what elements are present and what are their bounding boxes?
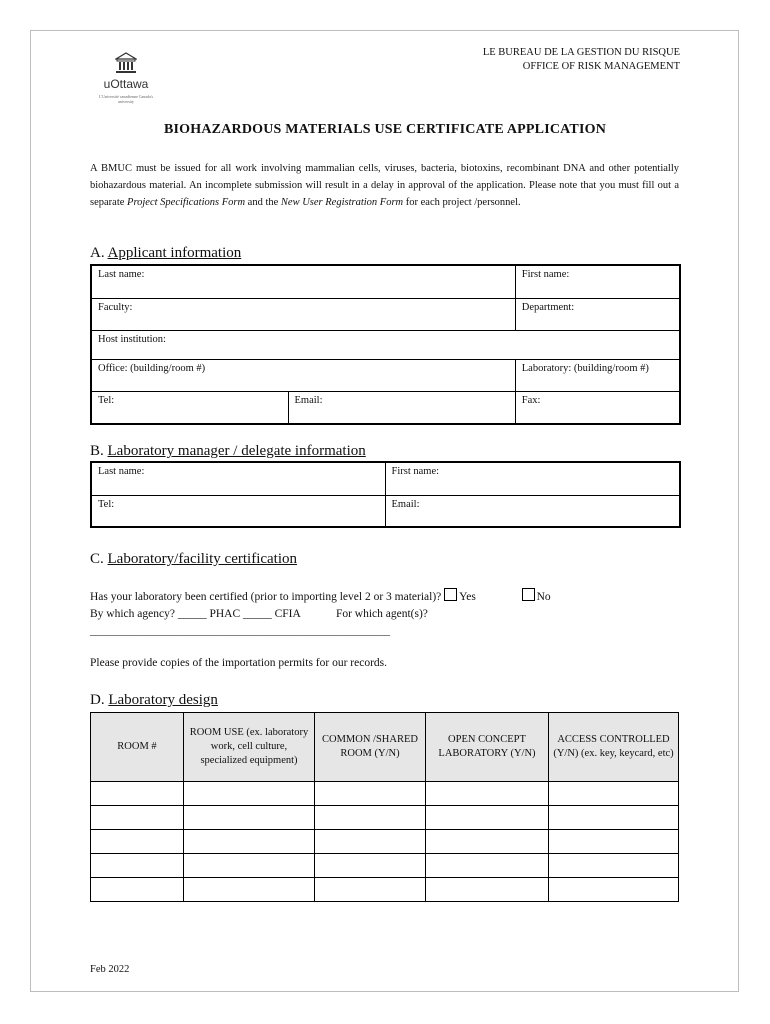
- intro-paragraph: [90, 160, 679, 211]
- section-c-title: Laboratory/facility certification: [107, 551, 298, 567]
- col-common-shared-room: COMMON /SHARED ROOM (Y/N): [315, 713, 426, 782]
- agency-question[interactable]: By which agency? _____ PHAC _____ CFIA: [90, 608, 301, 620]
- table-cell[interactable]: [184, 782, 315, 806]
- table-row: [91, 806, 679, 830]
- no-checkbox[interactable]: [522, 588, 535, 601]
- lab-manager-table: [90, 461, 681, 528]
- yes-label: Yes: [459, 591, 476, 603]
- section-d-letter: D.: [90, 692, 105, 708]
- table-cell[interactable]: [91, 878, 184, 902]
- applicant-laboratory-field[interactable]: Laboratory: (building/room #): [515, 359, 680, 391]
- table-cell[interactable]: [315, 878, 426, 902]
- certification-question: Has your laboratory been certified (prior to importing level 2 or 3 material)?: [90, 591, 442, 603]
- table-row: [91, 782, 679, 806]
- office-header: [483, 46, 680, 74]
- manager-email-field[interactable]: Email:: [385, 495, 680, 527]
- brand-name: uOttawa: [103, 77, 149, 91]
- section-b-title: Laboratory manager / delegate information: [107, 443, 366, 459]
- page-title: BIOHAZARDOUS MATERIALS USE CERTIFICATE APPLICATION: [163, 122, 607, 137]
- applicant-faculty-field[interactable]: Faculty:: [91, 298, 515, 330]
- table-row: [91, 830, 679, 854]
- section-b-heading: [90, 443, 366, 460]
- no-label: No: [536, 591, 551, 603]
- table-cell[interactable]: [184, 830, 315, 854]
- section-d-title: Laboratory design: [108, 692, 218, 708]
- applicant-office-field[interactable]: Office: (building/room #): [91, 359, 515, 391]
- manager-last-name-field[interactable]: Last name:: [91, 462, 385, 495]
- col-open-concept-lab: OPEN CONCEPT LABORATORY (Y/N): [426, 713, 549, 782]
- section-a-title: Applicant information: [107, 245, 242, 261]
- logo-tagline: L'Université canadienne Canada's university: [98, 94, 154, 104]
- intro-text-3: for each project /personnel.: [403, 197, 521, 208]
- table-cell[interactable]: [91, 806, 184, 830]
- agency-row: [90, 606, 690, 623]
- applicant-last-name-field[interactable]: Last name:: [91, 265, 515, 298]
- project-specifications-form-ref: Project Specifications Form: [127, 197, 246, 208]
- intro-text-1: A BMUC must be issued for all work involving mammalian cells, viruses, bacteria, biotoxins, recombinant DNA and other potentially biohazardous material. An incomplete submission will result in a delay in approval of the application. Please note that you must fill out a separate: [90, 163, 679, 208]
- table-cell[interactable]: [315, 830, 426, 854]
- table-cell[interactable]: [549, 806, 679, 830]
- table-cell[interactable]: [184, 806, 315, 830]
- section-d-heading: [90, 692, 218, 709]
- table-cell[interactable]: [315, 854, 426, 878]
- table-cell[interactable]: [426, 782, 549, 806]
- design-header-row: [91, 713, 679, 782]
- applicant-department-field[interactable]: Department:: [515, 298, 680, 330]
- agent-question: For which agent(s)?: [335, 608, 428, 620]
- section-a-heading: [90, 245, 241, 262]
- applicant-tel-field[interactable]: Tel:: [91, 391, 288, 424]
- section-a-letter: A.: [90, 245, 105, 261]
- office-name-fr: LE BUREAU DE LA GESTION DU RISQUE: [482, 47, 680, 58]
- certification-question-row: [90, 588, 690, 606]
- footer-date: Feb 2022: [90, 964, 130, 975]
- intro-text-2: and the: [245, 197, 281, 208]
- table-cell[interactable]: [426, 854, 549, 878]
- table-row: [91, 854, 679, 878]
- university-building-icon: [115, 52, 137, 74]
- office-name-en: OFFICE OF RISK MANAGEMENT: [522, 61, 680, 72]
- section-b-letter: B.: [90, 443, 104, 459]
- table-cell[interactable]: [91, 830, 184, 854]
- table-cell[interactable]: [426, 806, 549, 830]
- table-cell[interactable]: [549, 782, 679, 806]
- section-c-letter: C.: [90, 551, 104, 567]
- university-logo: [96, 52, 156, 104]
- applicant-first-name-field[interactable]: First name:: [515, 265, 680, 298]
- permits-note: Please provide copies of the importation permits for our records.: [90, 657, 388, 669]
- table-cell[interactable]: [426, 830, 549, 854]
- table-cell[interactable]: [315, 782, 426, 806]
- col-access-controlled: ACCESS CONTROLLED (Y/N) (ex. key, keycard, etc): [549, 713, 679, 782]
- laboratory-design-table: [90, 712, 679, 902]
- new-user-registration-form-ref: New User Registration Form: [280, 197, 404, 208]
- agent-answer-line[interactable]: ____________________________________________________________: [90, 626, 390, 637]
- table-cell[interactable]: [91, 782, 184, 806]
- manager-tel-field[interactable]: Tel:: [91, 495, 385, 527]
- table-cell[interactable]: [91, 854, 184, 878]
- applicant-fax-field[interactable]: Fax:: [515, 391, 680, 424]
- table-cell[interactable]: [184, 878, 315, 902]
- applicant-email-field[interactable]: Email:: [288, 391, 515, 424]
- table-cell[interactable]: [315, 806, 426, 830]
- table-cell[interactable]: [549, 830, 679, 854]
- certification-block: [90, 588, 690, 640]
- section-c-heading: [90, 551, 297, 568]
- table-row: [91, 878, 679, 902]
- table-cell[interactable]: [184, 854, 315, 878]
- col-room-use: ROOM USE (ex. laboratory work, cell culture, specialized equipment): [184, 713, 315, 782]
- applicant-info-table: [90, 264, 681, 425]
- applicant-host-institution-field[interactable]: Host institution:: [91, 330, 680, 359]
- manager-first-name-field[interactable]: First name:: [385, 462, 680, 495]
- table-cell[interactable]: [426, 878, 549, 902]
- col-room-number: ROOM #: [91, 713, 184, 782]
- table-cell[interactable]: [549, 854, 679, 878]
- table-cell[interactable]: [549, 878, 679, 902]
- yes-checkbox[interactable]: [444, 588, 457, 601]
